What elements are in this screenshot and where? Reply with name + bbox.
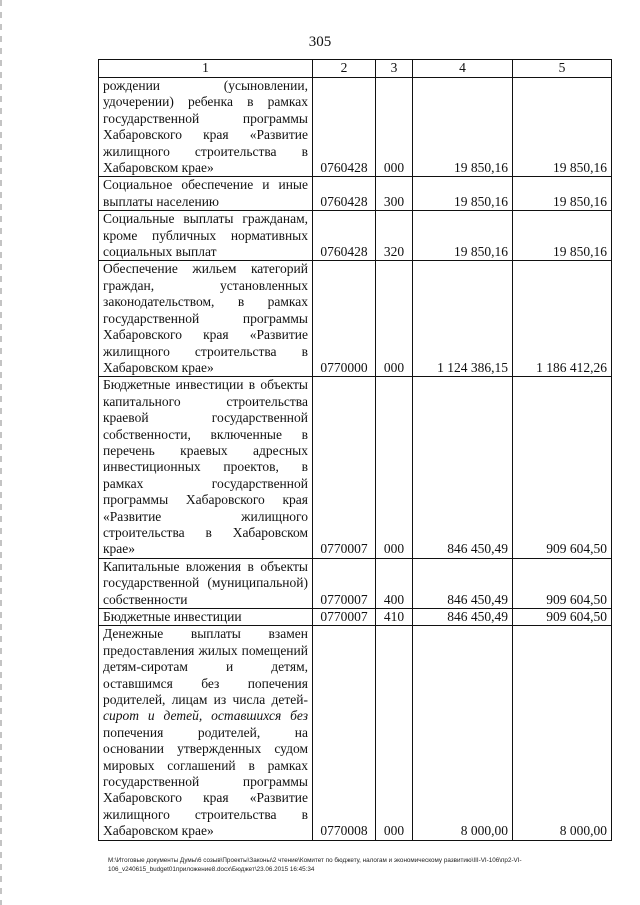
- row-amount-year1: 8 000,00: [413, 626, 513, 840]
- row-expense-type: 000: [376, 78, 413, 177]
- row-expense-type: 000: [376, 377, 413, 558]
- row-target-code: 0760428: [313, 78, 376, 177]
- header-col-3: 3: [376, 60, 413, 78]
- row-target-code: 0760428: [313, 211, 376, 261]
- table-row: [99, 78, 612, 177]
- row-amount-year1: 19 850,16: [413, 78, 513, 177]
- table-row: [99, 211, 612, 261]
- row-expense-type: 410: [376, 609, 413, 626]
- row-amount-year1: 846 450,49: [413, 558, 513, 608]
- row-amount-year1: 19 850,16: [413, 211, 513, 261]
- row-amount-year1: 1 124 386,15: [413, 261, 513, 377]
- table-row: [99, 626, 612, 840]
- row-description: Бюджетные инвестиции: [99, 609, 313, 626]
- row-amount-year2: 19 850,16: [513, 211, 612, 261]
- scan-edge: [0, 0, 2, 905]
- row-amount-year1: 846 450,49: [413, 377, 513, 558]
- row-amount-year2: 909 604,50: [513, 558, 612, 608]
- row-description-italic-part: сирот и детей, оставшихся без: [103, 708, 308, 724]
- row-description-part: Денежные выплаты взамен предоставления жилых помещений детям-сиротам и детям, оставшимся без попечения родителей, лицам из числа детей-: [103, 626, 308, 708]
- row-amount-year1: 19 850,16: [413, 177, 513, 211]
- row-amount-year2: 909 604,50: [513, 609, 612, 626]
- table-row: [99, 177, 612, 211]
- row-target-code: 0770007: [313, 558, 376, 608]
- row-target-code: 0770000: [313, 261, 376, 377]
- row-description: Обеспечение жильем категорий граждан, установленных законодательством, в рамках государственной программы Хабаровского края «Развитие жилищного строительства в Хабаровском крае»: [99, 261, 313, 377]
- header-col-1: 1: [99, 60, 313, 78]
- row-target-code: 0760428: [313, 177, 376, 211]
- row-amount-year2: 19 850,16: [513, 78, 612, 177]
- row-target-code: 0770007: [313, 609, 376, 626]
- header-col-4: 4: [413, 60, 513, 78]
- header-col-2: 2: [313, 60, 376, 78]
- row-expense-type: 000: [376, 261, 413, 377]
- row-description: Социальное обеспечение и иные выплаты населению: [99, 177, 313, 211]
- table-row: [99, 558, 612, 608]
- table-row: [99, 377, 612, 558]
- header-col-5: 5: [513, 60, 612, 78]
- row-description: Бюджетные инвестиции в объекты капитального строительства краевой государственной собственности, включенные в перечень краевых адресных инвестиционных проектов, в рамках государственной программы Хабаровского края «Развитие жилищного строительства в Хабаровском крае»: [99, 377, 313, 558]
- row-target-code: 0770007: [313, 377, 376, 558]
- row-expense-type: 320: [376, 211, 413, 261]
- row-description-part: попечения родителей, на основании утвержденных судом мировых соглашений в рамках государственной программы Хабаровского края «Развитие жилищного строительства в Хабаровском крае»: [103, 724, 308, 839]
- row-target-code: 0770008: [313, 626, 376, 840]
- row-amount-year2: 8 000,00: [513, 626, 612, 840]
- table-row: [99, 261, 612, 377]
- budget-table: [98, 59, 612, 841]
- row-expense-type: 300: [376, 177, 413, 211]
- row-amount-year2: 909 604,50: [513, 377, 612, 558]
- row-description: Социальные выплаты гражданам, кроме публичных нормативных социальных выплат: [99, 211, 313, 261]
- page-number: 305: [308, 34, 332, 50]
- row-amount-year2: 1 186 412,26: [513, 261, 612, 377]
- table-row: [99, 609, 612, 626]
- row-description: рождении (усыновлении, удочерении) ребенка в рамках государственной программы Хабаровского края «Развитие жилищного строительства в Хабаровском крае»: [99, 78, 313, 177]
- row-expense-type: 400: [376, 558, 413, 608]
- table-header-row: [99, 60, 612, 78]
- row-amount-year1: 846 450,49: [413, 609, 513, 626]
- row-amount-year2: 19 850,16: [513, 177, 612, 211]
- row-description: Капитальные вложения в объекты государственной (муниципальной) собственности: [99, 558, 313, 608]
- file-path-footer: M:\Итоговые документы Думы\6 созыв\Проекты\Законы\2 чтение\Комитет по бюджету, налогам и экономическому развитию\III-VI-106\пр2-VI-106_v240615_budget01приложение8.docx\Бюджет\23.06.2015 16:45:34: [108, 857, 522, 873]
- row-expense-type: 000: [376, 626, 413, 840]
- row-description: [99, 626, 313, 840]
